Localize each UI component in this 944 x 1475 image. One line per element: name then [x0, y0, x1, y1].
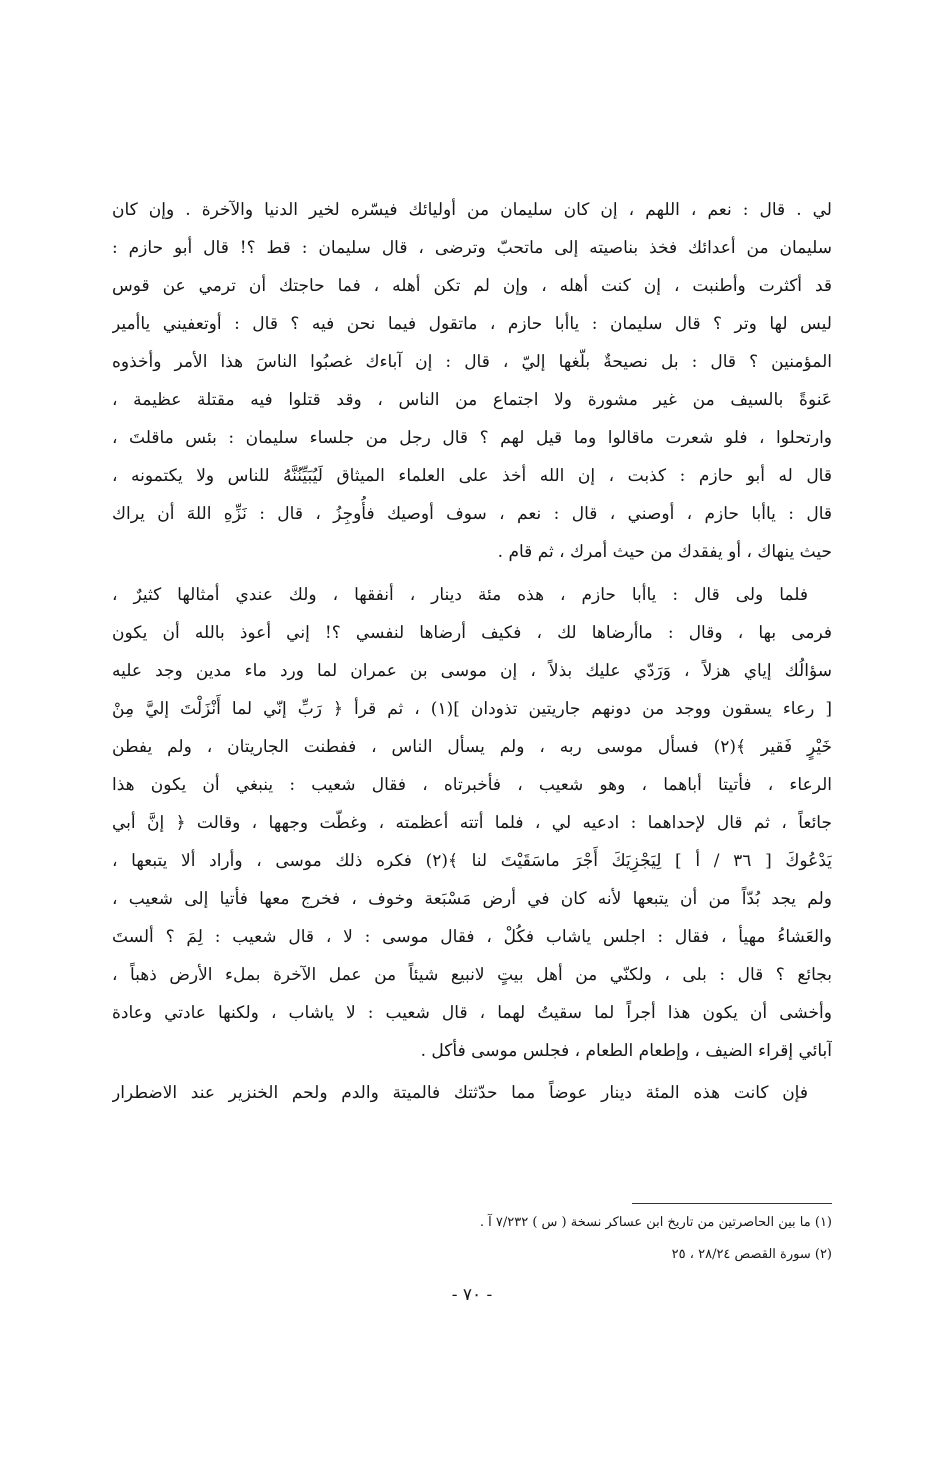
text-line: ليس لها وتر ؟ قال سليمان : ياأبا حازم ، ماتقول فيما نحن فيه ؟ قال : أوتعفيني ياأمير: [112, 314, 832, 334]
text-line: المؤمنين ؟ قال : بل نصيحةٌ بلّغها إليّ ، قال : إن آباءك غصبُوا الناسَ هذا الأمر وأخذوه: [112, 352, 832, 372]
text-line: حيث ينهاك ، أو يفقدك من حيث أمرك ، ثم قام .: [497, 542, 832, 562]
text-line: سليمان من أعدائك فخذ بناصيته إلى ماتحبّ وترضى ، قال سليمان : قط ؟! قال أبو حازم :: [112, 238, 832, 258]
footnote: (١) ما بين الحاصرتين من تاريخ ابن عساكر نسخة ( س ) ٧/٢٣٢ آ .: [479, 1215, 832, 1230]
page-number: - ٧٠ -: [451, 1285, 493, 1305]
text-line: فلما ولى قال : ياأبا حازم ، هذه مئة دينار ، أنفقها ، ولك عندي أمثالها كثيرٌ ،: [112, 585, 808, 605]
text-line: لي . قال : نعم ، اللهم ، إن كان سليمان من أوليائك فيسّره لخير الدنيا والآخرة . وإن كان: [112, 200, 832, 220]
text-line: قد أكثرت وأطنبت ، إن كنت أهله ، وإن لم تكن أهله ، فما حاجتك أن ترمي عن قوس: [112, 276, 832, 296]
footnote: (٢) سورة القصص ٢٨/٢٤ ، ٢٥: [671, 1247, 832, 1262]
footnote-divider: [632, 1203, 832, 1204]
text-line: فرمى بها ، وقال : ماأرضاها لك ، فكيف أرضاها لنفسي ؟! إني أعوذ بالله أن يكون: [112, 623, 832, 643]
text-line: وأخشى أن يكون هذا أجراً لما سقيتُ لهما ، قال شعيب : لا ياشاب ، ولكنها عادتي وعادة: [112, 1003, 832, 1023]
text-line: عَنوةً بالسيف من غير مشورة ولا اجتماع من الناس ، وقد قتلوا فيه مقتلة عظيمة ،: [112, 390, 832, 410]
text-line: والعَشاءُ مهيأ ، فقال : اجلس ياشاب فكُلْ ، فقال موسى : لا ، قال شعيب : لِمَ ؟ ألستَ: [112, 927, 832, 947]
text-line: سؤالُك إياي هزلاً ، وَرَدّي عليك بذلاً ، إن موسى بن عمران لما ورد ماء مدين وجد عليه: [112, 661, 832, 681]
text-line: قال له أبو حازم : كذبت ، إن الله أخذ على العلماء الميثاق لَيُبَيِّنُنَّهُ للناس ولا يكتمونه ،: [112, 466, 832, 486]
text-line: الرعاء ، فأتيتا أباهما ، وهو شعيب ، فأخبرتاه ، فقال شعيب : ينبغي أن يكون هذا: [112, 775, 832, 795]
text-line: آبائي إقراء الضيف ، وإطعام الطعام ، فجلس موسى فأكل .: [420, 1041, 832, 1061]
text-line: وارتحلوا ، فلو شعرت ماقالوا وما قيل لهم ؟ قال رجل من جلساء سليمان : بئس ماقلتَ ،: [112, 428, 832, 448]
text-line: بجائع ؟ قال : بلى ، ولكنّي من أهل بيتٍ لانبيع شيئاً من عمل الآخرة بملء الأرض ذهباً ،: [112, 965, 832, 985]
text-line: يَدْعُوكَ [ ٣٦ / أ ] لِيَجْزِيَكَ أَجْرَ ماسَقَيْتَ لنا ﴾(٢) فكره ذلك موسى ، وأراد ألا يتبعها ،: [112, 851, 832, 871]
text-line: جائعاً ، ثم قال لإحداهما : ادعيه لي ، فلما أتته أعظمته ، وغطّت وجهها ، وقالت ﴿ إنَّ أبي: [112, 813, 832, 833]
text-line: قال : ياأبا حازم ، أوصني ، قال : نعم ، سوف أوصيك فأُوجِزُ ، قال : نَزِّهِ اللهَ أن يراك: [112, 504, 832, 524]
text-line: خَيْرٍ فَقير ﴾(٢) فسأل موسى ربه ، ولم يسأل الناس ، ففطنت الجاريتان ، ولم يفطن: [112, 737, 832, 757]
text-line: [ رعاء يسقون ووجد من دونهم جاريتين تذودان ](١) ، ثم قرأ ﴿ رَبِّ إنّي لما أَنْزَلْتَ إليَّ مِنْ: [112, 699, 832, 719]
text-line: فإن كانت هذه المئة دينار عوضاً مما حدّثتك فالميتة والدم ولحم الخنزير عند الاضطرار: [112, 1083, 808, 1103]
text-line: ولم يجد بُدّاً من أن يتبعها لأنه كان في أرض مَسْبَعة وخوف ، فخرج معها فأتيا إلى شعيب ،: [112, 889, 832, 909]
